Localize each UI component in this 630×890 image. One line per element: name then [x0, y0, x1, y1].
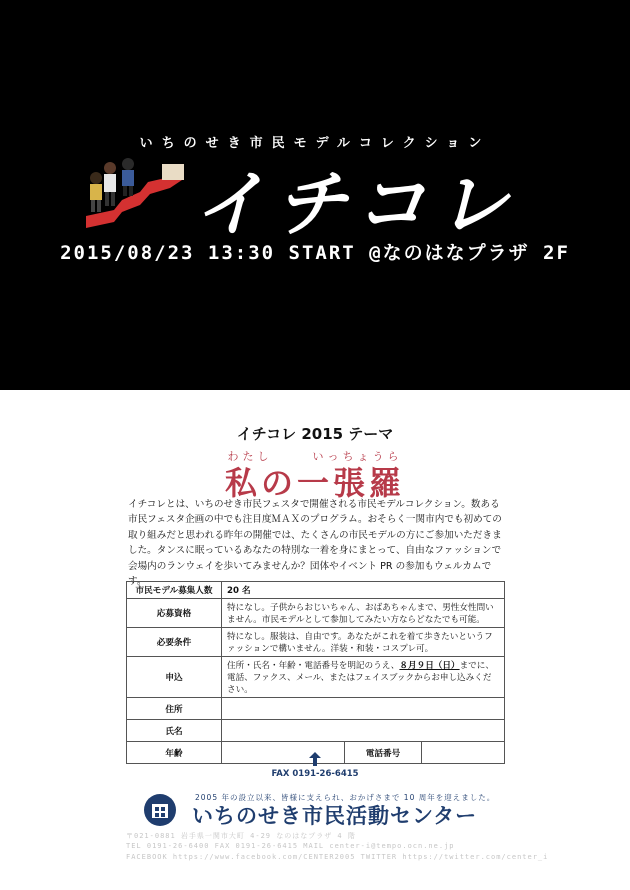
phone-label: 電話番号 [345, 742, 422, 764]
runway-illustration [78, 150, 188, 230]
apply-label: 申込 [127, 657, 222, 698]
theme-title: 私の一張羅 [224, 464, 405, 502]
address-line: 〒021-0881 岩手県一関市大町 4-29 なのはなプラザ 4 階 [126, 832, 356, 840]
address-field[interactable] [222, 698, 505, 720]
center-logo-icon [143, 793, 177, 827]
fax-number: FAX 0191-26-6415 [271, 769, 359, 779]
table-row [127, 628, 505, 657]
apply-value [222, 657, 505, 698]
web-line: FACEBOOK https://www.facebook.com/CENTER2005 TWITTER https://twitter.com/center_i [126, 853, 549, 861]
apply-text-after: までに、電話、ファクス、メール、またはフェイスブックからお申し込みください。 [227, 661, 494, 695]
name-label: 氏名 [127, 720, 222, 742]
hero-banner [0, 0, 630, 390]
age-field[interactable] [222, 742, 345, 764]
table-row [127, 698, 505, 720]
table-row [127, 599, 505, 628]
center-name: いちのせき市民活動センター [192, 804, 478, 828]
ruby-watashi: わたし [227, 450, 273, 463]
ruby-icchoura: いっちょうら [312, 450, 403, 463]
recruit-value: 20 名 [222, 582, 505, 599]
apply-deadline: ８月９日（日） [399, 661, 460, 671]
name-field[interactable] [222, 720, 505, 742]
contact-line: TEL 0191-26-6400 FAX 0191-26-6415 MAIL center-i@tempo.ocn.ne.jp [126, 842, 455, 850]
age-label: 年齢 [127, 742, 222, 764]
condition-value: 特になし。服装は、自由です。あなたがこれを着て歩きたいというファッションで構いません。洋装・和装・コスプレ可。 [222, 628, 505, 657]
logo [78, 150, 558, 246]
apply-text-before: 住所・氏名・年齢・電話番号を明記のうえ、 [227, 661, 400, 671]
qualification-label: 応募資格 [127, 599, 222, 628]
address-label: 住所 [127, 698, 222, 720]
qualification-value: 特になし。子供からおじいちゃん、おばあちゃんまで、男性女性問いません。市民モデルとして参加してみたい方ならどなたでも可能。 [222, 599, 505, 628]
table-row [127, 720, 505, 742]
theme-heading: イチコレ 2015 テーマ [236, 425, 394, 443]
event-date-line: 2015/08/23 13:30 START @なのはなプラザ 2F [60, 242, 570, 264]
kana-title: いちのせき市民モデルコレクション [139, 136, 491, 151]
arrow-up-icon [309, 752, 321, 766]
logo-text: イチコレ [193, 162, 519, 246]
recruit-label: 市民モデル募集人数 [127, 582, 222, 599]
entry-form-table [126, 581, 505, 764]
footer-tagline: 2005 年の設立以来、皆様に支えられ、おかげさまで 10 周年を迎えました。 [195, 793, 496, 802]
phone-field[interactable] [422, 742, 505, 764]
condition-label: 必要条件 [127, 628, 222, 657]
table-row [127, 657, 505, 698]
table-row [127, 582, 505, 599]
description: イチコレとは、いちのせき市民フェスタで開催される市民モデルコレクション。数ある市民フェスタ企画の中でも注目度ＭＡＸのプログラム。おそらく一関市内でも初めての取り組みだと思われる昨年の開催では、たくさんの市民モデルの方にご参加いただきました。タンスに眠っているあなたの特別な一着を身にまとって、自由なファッションで会場内のランウェイを歩いてみませんか？団体やイベント PR の参加もウェルカムです。 [128, 499, 502, 588]
